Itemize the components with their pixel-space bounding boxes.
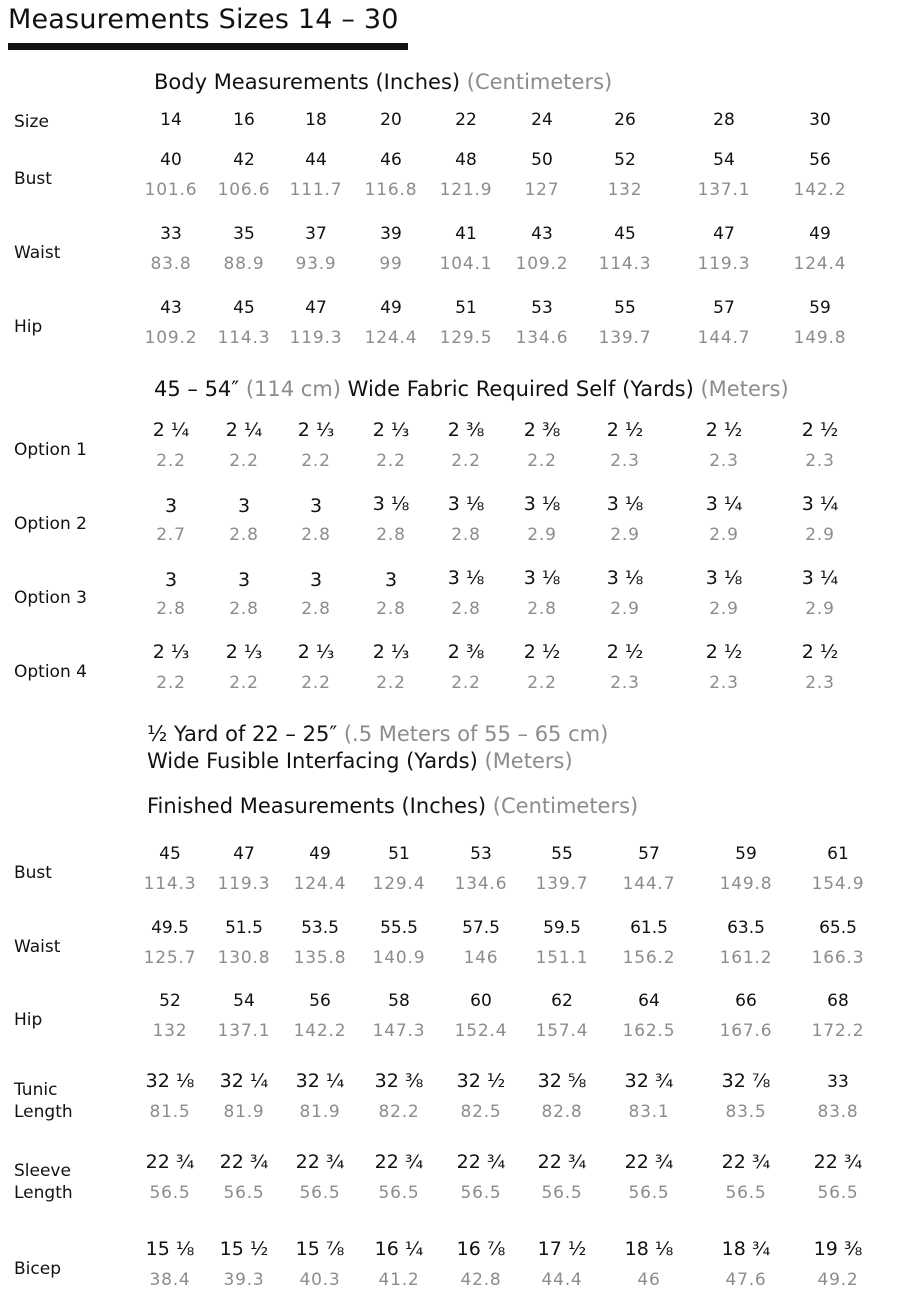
body_rows-imperial-cell: 33 bbox=[160, 224, 182, 244]
finished_rows-imperial-cell: 22 ¾ bbox=[721, 1151, 771, 1173]
finished_rows-metric-cell: 56.5 bbox=[460, 1183, 502, 1203]
body_rows-imperial-cell: 55 bbox=[614, 298, 636, 318]
fabric_rows-row-label: Option 3 bbox=[14, 588, 87, 608]
finished_rows-metric-cell: 119.3 bbox=[217, 874, 271, 894]
body_rows-metric-cell: 132 bbox=[607, 180, 643, 200]
finished_rows-row-label: Bicep bbox=[14, 1259, 61, 1279]
finished_rows-metric-cell: 40.3 bbox=[299, 1270, 341, 1290]
finished_rows-metric-cell: 46 bbox=[637, 1270, 661, 1290]
finished_rows-metric-cell: 125.7 bbox=[143, 948, 197, 968]
fabric_rows-metric-cell: 2.8 bbox=[451, 525, 481, 545]
fabric_rows-metric-cell: 2.2 bbox=[527, 451, 557, 471]
fabric_rows-metric-cell: 2.2 bbox=[229, 673, 259, 693]
fabric_rows-metric-cell: 2.8 bbox=[301, 599, 331, 619]
fabric_rows-imperial-cell: 2 ¼ bbox=[152, 419, 190, 441]
finished_rows-metric-cell: 154.9 bbox=[811, 874, 865, 894]
body_rows-metric-cell: 124.4 bbox=[364, 328, 418, 348]
interfacing-heading-line2 bbox=[147, 749, 573, 774]
finished_rows-metric-cell: 44.4 bbox=[541, 1270, 583, 1290]
finished_rows-imperial-cell: 18 ¾ bbox=[721, 1238, 771, 1260]
body_rows-metric-cell: 124.4 bbox=[793, 254, 847, 274]
fabric_rows-imperial-cell: 3 bbox=[237, 495, 251, 517]
finished_rows-imperial-cell: 53 bbox=[470, 844, 492, 864]
fabric_rows-row-label: Option 1 bbox=[14, 440, 87, 460]
finished_rows-row-label: Tunic Length bbox=[14, 1080, 73, 1122]
finished_rows-metric-cell: 56.5 bbox=[378, 1183, 420, 1203]
fabric_rows-imperial-cell: 3 bbox=[384, 569, 398, 591]
finished_rows-row-label: Waist bbox=[14, 937, 61, 957]
fabric_rows-imperial-cell: 3 ⅛ bbox=[447, 567, 485, 589]
finished_rows-imperial-cell: 65.5 bbox=[819, 918, 857, 938]
finished_rows-imperial-cell: 63.5 bbox=[727, 918, 765, 938]
finished_rows-imperial-cell: 55.5 bbox=[380, 918, 418, 938]
fabric_rows-imperial-cell: 2 ½ bbox=[606, 641, 644, 663]
finished_rows-metric-cell: 82.2 bbox=[378, 1102, 420, 1122]
finished_rows-imperial-cell: 62 bbox=[551, 991, 573, 1011]
finished_rows-metric-cell: 83.8 bbox=[817, 1102, 859, 1122]
finished_rows-imperial-cell: 45 bbox=[159, 844, 181, 864]
fabric_rows-metric-cell: 2.9 bbox=[805, 525, 835, 545]
body_rows-metric-cell: 83.8 bbox=[150, 254, 192, 274]
fabric_rows-metric-cell: 2.2 bbox=[301, 673, 331, 693]
fabric_rows-imperial-cell: 2 ⅜ bbox=[523, 419, 561, 441]
body_rows-metric-cell: 99 bbox=[379, 254, 403, 274]
finished_rows-metric-cell: 166.3 bbox=[811, 948, 865, 968]
body_rows-imperial-cell: 39 bbox=[380, 224, 402, 244]
fabric_rows-metric-cell: 2.3 bbox=[610, 451, 640, 471]
fabric_rows-metric-cell: 2.2 bbox=[301, 451, 331, 471]
fabric_rows-imperial-cell: 3 ¼ bbox=[801, 567, 839, 589]
finished_rows-imperial-cell: 52 bbox=[159, 991, 181, 1011]
fabric-required-heading bbox=[154, 377, 789, 402]
finished_rows-row-label: Hip bbox=[14, 1010, 43, 1030]
finished_rows-metric-cell: 149.8 bbox=[719, 874, 773, 894]
body_rows-metric-cell: 109.2 bbox=[144, 328, 198, 348]
finished_rows-imperial-cell: 64 bbox=[638, 991, 660, 1011]
body_rows-metric-cell: 114.3 bbox=[598, 254, 652, 274]
finished_rows-imperial-cell: 16 ¼ bbox=[374, 1238, 424, 1260]
finished_rows-metric-cell: 38.4 bbox=[149, 1270, 191, 1290]
finished_rows-imperial-cell: 49.5 bbox=[151, 918, 189, 938]
body_rows-imperial-cell: 50 bbox=[531, 150, 553, 170]
fabric_rows-imperial-cell: 3 ¼ bbox=[801, 493, 839, 515]
fabric-heading-text: 45 – 54″ bbox=[154, 377, 240, 401]
finished_rows-imperial-cell: 33 bbox=[827, 1072, 849, 1092]
finished_rows-metric-cell: 83.5 bbox=[725, 1102, 767, 1122]
finished_rows-metric-cell: 139.7 bbox=[535, 874, 589, 894]
finished_rows-imperial-cell: 32 ⅜ bbox=[374, 1070, 424, 1092]
fabric_rows-metric-cell: 2.9 bbox=[610, 525, 640, 545]
finished_rows-metric-cell: 172.2 bbox=[811, 1021, 865, 1041]
body_rows-metric-cell: 121.9 bbox=[439, 180, 493, 200]
fabric_rows-metric-cell: 2.3 bbox=[805, 451, 835, 471]
fabric_rows-metric-cell: 2.8 bbox=[376, 525, 406, 545]
body_rows-metric-cell: 119.3 bbox=[697, 254, 751, 274]
body_rows-metric-cell: 114.3 bbox=[217, 328, 271, 348]
body_rows-metric-cell: 104.1 bbox=[439, 254, 493, 274]
fabric_rows-metric-cell: 2.8 bbox=[156, 599, 186, 619]
finished_rows-imperial-cell: 22 ¾ bbox=[145, 1151, 195, 1173]
fabric_rows-imperial-cell: 3 ⅛ bbox=[523, 493, 561, 515]
fabric_rows-imperial-cell: 2 ⅓ bbox=[297, 419, 335, 441]
finished_rows-imperial-cell: 22 ¾ bbox=[456, 1151, 506, 1173]
fabric_rows-imperial-cell: 3 bbox=[309, 569, 323, 591]
finished_rows-metric-cell: 162.5 bbox=[622, 1021, 676, 1041]
finished-heading-text: Finished Measurements (Inches) bbox=[147, 794, 487, 818]
finished_rows-metric-cell: 134.6 bbox=[454, 874, 508, 894]
finished_rows-metric-cell: 56.5 bbox=[541, 1183, 583, 1203]
fabric_rows-metric-cell: 2.9 bbox=[709, 599, 739, 619]
body_rows-imperial-cell: 35 bbox=[233, 224, 255, 244]
finished_rows-metric-cell: 83.1 bbox=[628, 1102, 670, 1122]
fabric_rows-metric-cell: 2.8 bbox=[376, 599, 406, 619]
finished_rows-imperial-cell: 22 ¾ bbox=[813, 1151, 863, 1173]
body-measurements-heading bbox=[154, 70, 612, 95]
fabric_rows-imperial-cell: 2 ½ bbox=[705, 641, 743, 663]
finished_rows-imperial-cell: 57 bbox=[638, 844, 660, 864]
finished_rows-imperial-cell: 49 bbox=[309, 844, 331, 864]
finished_rows-metric-cell: 152.4 bbox=[454, 1021, 508, 1041]
finished_rows-imperial-cell: 60 bbox=[470, 991, 492, 1011]
fabric_rows-metric-cell: 2.3 bbox=[610, 673, 640, 693]
fabric_rows-imperial-cell: 3 ⅛ bbox=[705, 567, 743, 589]
finished_rows-metric-cell: 140.9 bbox=[372, 948, 426, 968]
size-cell: 14 bbox=[160, 110, 182, 130]
body_rows-imperial-cell: 54 bbox=[713, 150, 735, 170]
fabric_rows-imperial-cell: 2 ⅓ bbox=[297, 641, 335, 663]
finished_rows-imperial-cell: 15 ½ bbox=[219, 1238, 269, 1260]
body_rows-metric-cell: 119.3 bbox=[289, 328, 343, 348]
fabric_rows-metric-cell: 2.2 bbox=[376, 451, 406, 471]
finished_rows-metric-cell: 161.2 bbox=[719, 948, 773, 968]
body-heading-text: Body Measurements (Inches) bbox=[154, 70, 461, 94]
body_rows-imperial-cell: 56 bbox=[809, 150, 831, 170]
body_rows-imperial-cell: 49 bbox=[380, 298, 402, 318]
finished_rows-imperial-cell: 19 ⅜ bbox=[813, 1238, 863, 1260]
finished_rows-metric-cell: 81.9 bbox=[223, 1102, 265, 1122]
finished_rows-imperial-cell: 16 ⅞ bbox=[456, 1238, 506, 1260]
fabric_rows-imperial-cell: 2 ⅓ bbox=[152, 641, 190, 663]
body_rows-imperial-cell: 43 bbox=[160, 298, 182, 318]
body_rows-imperial-cell: 52 bbox=[614, 150, 636, 170]
finished_rows-imperial-cell: 57.5 bbox=[462, 918, 500, 938]
fabric_rows-metric-cell: 2.8 bbox=[301, 525, 331, 545]
finished_rows-metric-cell: 114.3 bbox=[143, 874, 197, 894]
fabric_rows-imperial-cell: 2 ½ bbox=[801, 641, 839, 663]
finished_rows-imperial-cell: 66 bbox=[735, 991, 757, 1011]
size-cell: 26 bbox=[614, 110, 636, 130]
body_rows-metric-cell: 142.2 bbox=[793, 180, 847, 200]
finished_rows-metric-cell: 156.2 bbox=[622, 948, 676, 968]
fabric_rows-imperial-cell: 3 ⅛ bbox=[606, 493, 644, 515]
fabric_rows-metric-cell: 2.2 bbox=[156, 673, 186, 693]
body_rows-imperial-cell: 53 bbox=[531, 298, 553, 318]
fabric_rows-imperial-cell: 2 ⅜ bbox=[447, 641, 485, 663]
body_rows-imperial-cell: 40 bbox=[160, 150, 182, 170]
body_rows-imperial-cell: 42 bbox=[233, 150, 255, 170]
fabric_rows-imperial-cell: 2 ⅓ bbox=[225, 641, 263, 663]
body_rows-metric-cell: 144.7 bbox=[697, 328, 751, 348]
finished_rows-metric-cell: 56.5 bbox=[223, 1183, 265, 1203]
fabric_rows-metric-cell: 2.7 bbox=[156, 525, 186, 545]
body_rows-imperial-cell: 37 bbox=[305, 224, 327, 244]
finished_rows-imperial-cell: 32 ½ bbox=[456, 1070, 506, 1092]
fabric_rows-imperial-cell: 3 bbox=[237, 569, 251, 591]
fabric_rows-metric-cell: 2.2 bbox=[527, 673, 557, 693]
finished_rows-row-label: Sleeve Length bbox=[14, 1161, 73, 1203]
finished_rows-imperial-cell: 68 bbox=[827, 991, 849, 1011]
finished_rows-imperial-cell: 54 bbox=[233, 991, 255, 1011]
fabric_rows-imperial-cell: 2 ½ bbox=[801, 419, 839, 441]
size-cell: 22 bbox=[455, 110, 477, 130]
body_rows-imperial-cell: 46 bbox=[380, 150, 402, 170]
size-cell: 18 bbox=[305, 110, 327, 130]
finished_rows-metric-cell: 137.1 bbox=[217, 1021, 271, 1041]
fabric_rows-metric-cell: 2.2 bbox=[229, 451, 259, 471]
finished_rows-imperial-cell: 15 ⅛ bbox=[145, 1238, 195, 1260]
fabric_rows-imperial-cell: 2 ½ bbox=[705, 419, 743, 441]
fabric_rows-imperial-cell: 2 ⅜ bbox=[447, 419, 485, 441]
interfacing-heading-line1 bbox=[147, 722, 608, 747]
finished_rows-metric-cell: 147.3 bbox=[372, 1021, 426, 1041]
body_rows-metric-cell: 134.6 bbox=[515, 328, 569, 348]
page-title: Measurements Sizes 14 – 30 bbox=[8, 4, 399, 35]
fabric_rows-row-label: Option 4 bbox=[14, 662, 87, 682]
finished_rows-imperial-cell: 17 ½ bbox=[537, 1238, 587, 1260]
body_rows-metric-cell: 127 bbox=[524, 180, 560, 200]
finished_rows-metric-cell: 81.5 bbox=[149, 1102, 191, 1122]
body_rows-imperial-cell: 45 bbox=[233, 298, 255, 318]
fabric-heading-alt: (114 cm) bbox=[245, 377, 341, 401]
finished_rows-imperial-cell: 47 bbox=[233, 844, 255, 864]
body_rows-imperial-cell: 41 bbox=[455, 224, 477, 244]
finished_rows-metric-cell: 81.9 bbox=[299, 1102, 341, 1122]
size-row-label: Size bbox=[14, 112, 49, 132]
finished_rows-metric-cell: 56.5 bbox=[628, 1183, 670, 1203]
body_rows-imperial-cell: 44 bbox=[305, 150, 327, 170]
fabric_rows-imperial-cell: 3 bbox=[309, 495, 323, 517]
fabric_rows-row-label: Option 2 bbox=[14, 514, 87, 534]
finished_rows-metric-cell: 47.6 bbox=[725, 1270, 767, 1290]
fabric_rows-imperial-cell: 3 bbox=[164, 495, 178, 517]
fabric_rows-metric-cell: 2.3 bbox=[805, 673, 835, 693]
body_rows-imperial-cell: 57 bbox=[713, 298, 735, 318]
fabric_rows-imperial-cell: 3 ⅛ bbox=[523, 567, 561, 589]
finished_rows-imperial-cell: 61.5 bbox=[630, 918, 668, 938]
fabric_rows-imperial-cell: 2 ½ bbox=[523, 641, 561, 663]
fabric_rows-imperial-cell: 2 ⅓ bbox=[372, 641, 410, 663]
body_rows-metric-cell: 109.2 bbox=[515, 254, 569, 274]
body_rows-imperial-cell: 47 bbox=[305, 298, 327, 318]
finished_rows-metric-cell: 142.2 bbox=[293, 1021, 347, 1041]
fabric_rows-imperial-cell: 3 bbox=[164, 569, 178, 591]
fabric_rows-metric-cell: 2.9 bbox=[709, 525, 739, 545]
finished_rows-imperial-cell: 56 bbox=[309, 991, 331, 1011]
fabric_rows-metric-cell: 2.2 bbox=[156, 451, 186, 471]
body_rows-imperial-cell: 43 bbox=[531, 224, 553, 244]
fabric_rows-imperial-cell: 3 ⅛ bbox=[372, 493, 410, 515]
fabric_rows-metric-cell: 2.2 bbox=[451, 673, 481, 693]
fabric_rows-metric-cell: 2.2 bbox=[451, 451, 481, 471]
fabric-heading-alt2: (Meters) bbox=[700, 377, 789, 401]
interfacing-line1-alt: (.5 Meters of 55 – 65 cm) bbox=[343, 722, 609, 746]
finished_rows-metric-cell: 39.3 bbox=[223, 1270, 265, 1290]
finished_rows-metric-cell: 56.5 bbox=[149, 1183, 191, 1203]
fabric_rows-imperial-cell: 2 ¼ bbox=[225, 419, 263, 441]
body_rows-row-label: Waist bbox=[14, 243, 61, 263]
finished_rows-metric-cell: 42.8 bbox=[460, 1270, 502, 1290]
finished_rows-imperial-cell: 51 bbox=[388, 844, 410, 864]
finished_rows-metric-cell: 124.4 bbox=[293, 874, 347, 894]
finished_rows-metric-cell: 151.1 bbox=[535, 948, 589, 968]
body_rows-metric-cell: 106.6 bbox=[217, 180, 271, 200]
fabric_rows-imperial-cell: 3 ⅛ bbox=[447, 493, 485, 515]
fabric_rows-imperial-cell: 3 ¼ bbox=[705, 493, 743, 515]
finished_rows-imperial-cell: 58 bbox=[388, 991, 410, 1011]
interfacing-line2-alt: (Meters) bbox=[484, 749, 573, 773]
body_rows-metric-cell: 139.7 bbox=[598, 328, 652, 348]
finished_rows-imperial-cell: 32 ⅝ bbox=[537, 1070, 587, 1092]
fabric_rows-metric-cell: 2.3 bbox=[709, 673, 739, 693]
body_rows-metric-cell: 149.8 bbox=[793, 328, 847, 348]
fabric_rows-metric-cell: 2.2 bbox=[376, 673, 406, 693]
finished_rows-row-label: Bust bbox=[14, 863, 52, 883]
fabric_rows-metric-cell: 2.8 bbox=[451, 599, 481, 619]
body_rows-metric-cell: 88.9 bbox=[223, 254, 265, 274]
finished_rows-imperial-cell: 53.5 bbox=[301, 918, 339, 938]
body_rows-metric-cell: 93.9 bbox=[295, 254, 337, 274]
fabric_rows-imperial-cell: 2 ½ bbox=[606, 419, 644, 441]
finished_rows-metric-cell: 135.8 bbox=[293, 948, 347, 968]
interfacing-line2-text: Wide Fusible Interfacing (Yards) bbox=[147, 749, 478, 773]
finished_rows-imperial-cell: 51.5 bbox=[225, 918, 263, 938]
finished_rows-metric-cell: 157.4 bbox=[535, 1021, 589, 1041]
fabric_rows-metric-cell: 2.9 bbox=[805, 599, 835, 619]
finished_rows-imperial-cell: 32 ¾ bbox=[624, 1070, 674, 1092]
finished_rows-imperial-cell: 61 bbox=[827, 844, 849, 864]
finished_rows-metric-cell: 146 bbox=[463, 948, 499, 968]
finished_rows-imperial-cell: 32 ¼ bbox=[219, 1070, 269, 1092]
finished_rows-imperial-cell: 22 ¾ bbox=[537, 1151, 587, 1173]
finished_rows-metric-cell: 56.5 bbox=[725, 1183, 767, 1203]
body_rows-metric-cell: 101.6 bbox=[144, 180, 198, 200]
body_rows-imperial-cell: 47 bbox=[713, 224, 735, 244]
finished_rows-metric-cell: 41.2 bbox=[378, 1270, 420, 1290]
finished_rows-metric-cell: 49.2 bbox=[817, 1270, 859, 1290]
interfacing-line1-text: ½ Yard of 22 – 25″ bbox=[147, 722, 338, 746]
finished_rows-metric-cell: 56.5 bbox=[817, 1183, 859, 1203]
fabric_rows-metric-cell: 2.9 bbox=[610, 599, 640, 619]
finished-measurements-heading bbox=[147, 794, 638, 819]
body_rows-row-label: Bust bbox=[14, 169, 52, 189]
body_rows-metric-cell: 129.5 bbox=[439, 328, 493, 348]
body_rows-imperial-cell: 59 bbox=[809, 298, 831, 318]
size-cell: 20 bbox=[380, 110, 402, 130]
finished_rows-metric-cell: 130.8 bbox=[217, 948, 271, 968]
fabric_rows-metric-cell: 2.8 bbox=[527, 599, 557, 619]
finished_rows-imperial-cell: 59.5 bbox=[543, 918, 581, 938]
finished_rows-imperial-cell: 32 ⅞ bbox=[721, 1070, 771, 1092]
finished-heading-alt: (Centimeters) bbox=[492, 794, 639, 818]
finished_rows-imperial-cell: 59 bbox=[735, 844, 757, 864]
body_rows-imperial-cell: 49 bbox=[809, 224, 831, 244]
fabric_rows-metric-cell: 2.8 bbox=[229, 599, 259, 619]
finished_rows-imperial-cell: 22 ¾ bbox=[295, 1151, 345, 1173]
fabric-heading-rest: Wide Fabric Required Self (Yards) bbox=[347, 377, 694, 401]
fabric_rows-metric-cell: 2.9 bbox=[527, 525, 557, 545]
body_rows-metric-cell: 116.8 bbox=[364, 180, 418, 200]
body_rows-metric-cell: 111.7 bbox=[289, 180, 343, 200]
body_rows-imperial-cell: 45 bbox=[614, 224, 636, 244]
size-cell: 16 bbox=[233, 110, 255, 130]
finished_rows-imperial-cell: 55 bbox=[551, 844, 573, 864]
size-cell: 24 bbox=[531, 110, 553, 130]
body_rows-imperial-cell: 51 bbox=[455, 298, 477, 318]
body_rows-metric-cell: 137.1 bbox=[697, 180, 751, 200]
finished_rows-metric-cell: 144.7 bbox=[622, 874, 676, 894]
finished_rows-imperial-cell: 32 ¼ bbox=[295, 1070, 345, 1092]
finished_rows-metric-cell: 82.8 bbox=[541, 1102, 583, 1122]
size-cell: 28 bbox=[713, 110, 735, 130]
fabric_rows-metric-cell: 2.8 bbox=[229, 525, 259, 545]
body_rows-imperial-cell: 48 bbox=[455, 150, 477, 170]
finished_rows-metric-cell: 82.5 bbox=[460, 1102, 502, 1122]
size-cell: 30 bbox=[809, 110, 831, 130]
finished_rows-metric-cell: 167.6 bbox=[719, 1021, 773, 1041]
body_rows-row-label: Hip bbox=[14, 317, 43, 337]
finished_rows-metric-cell: 56.5 bbox=[299, 1183, 341, 1203]
finished_rows-imperial-cell: 22 ¾ bbox=[374, 1151, 424, 1173]
finished_rows-imperial-cell: 22 ¾ bbox=[624, 1151, 674, 1173]
finished_rows-imperial-cell: 15 ⅞ bbox=[295, 1238, 345, 1260]
finished_rows-imperial-cell: 18 ⅛ bbox=[624, 1238, 674, 1260]
body-heading-alt: (Centimeters) bbox=[466, 70, 613, 94]
finished_rows-metric-cell: 132 bbox=[152, 1021, 188, 1041]
fabric_rows-metric-cell: 2.3 bbox=[709, 451, 739, 471]
finished_rows-imperial-cell: 32 ⅛ bbox=[145, 1070, 195, 1092]
fabric_rows-imperial-cell: 3 ⅛ bbox=[606, 567, 644, 589]
finished_rows-imperial-cell: 22 ¾ bbox=[219, 1151, 269, 1173]
finished_rows-metric-cell: 129.4 bbox=[372, 874, 426, 894]
fabric_rows-imperial-cell: 2 ⅓ bbox=[372, 419, 410, 441]
title-underline bbox=[8, 43, 408, 50]
